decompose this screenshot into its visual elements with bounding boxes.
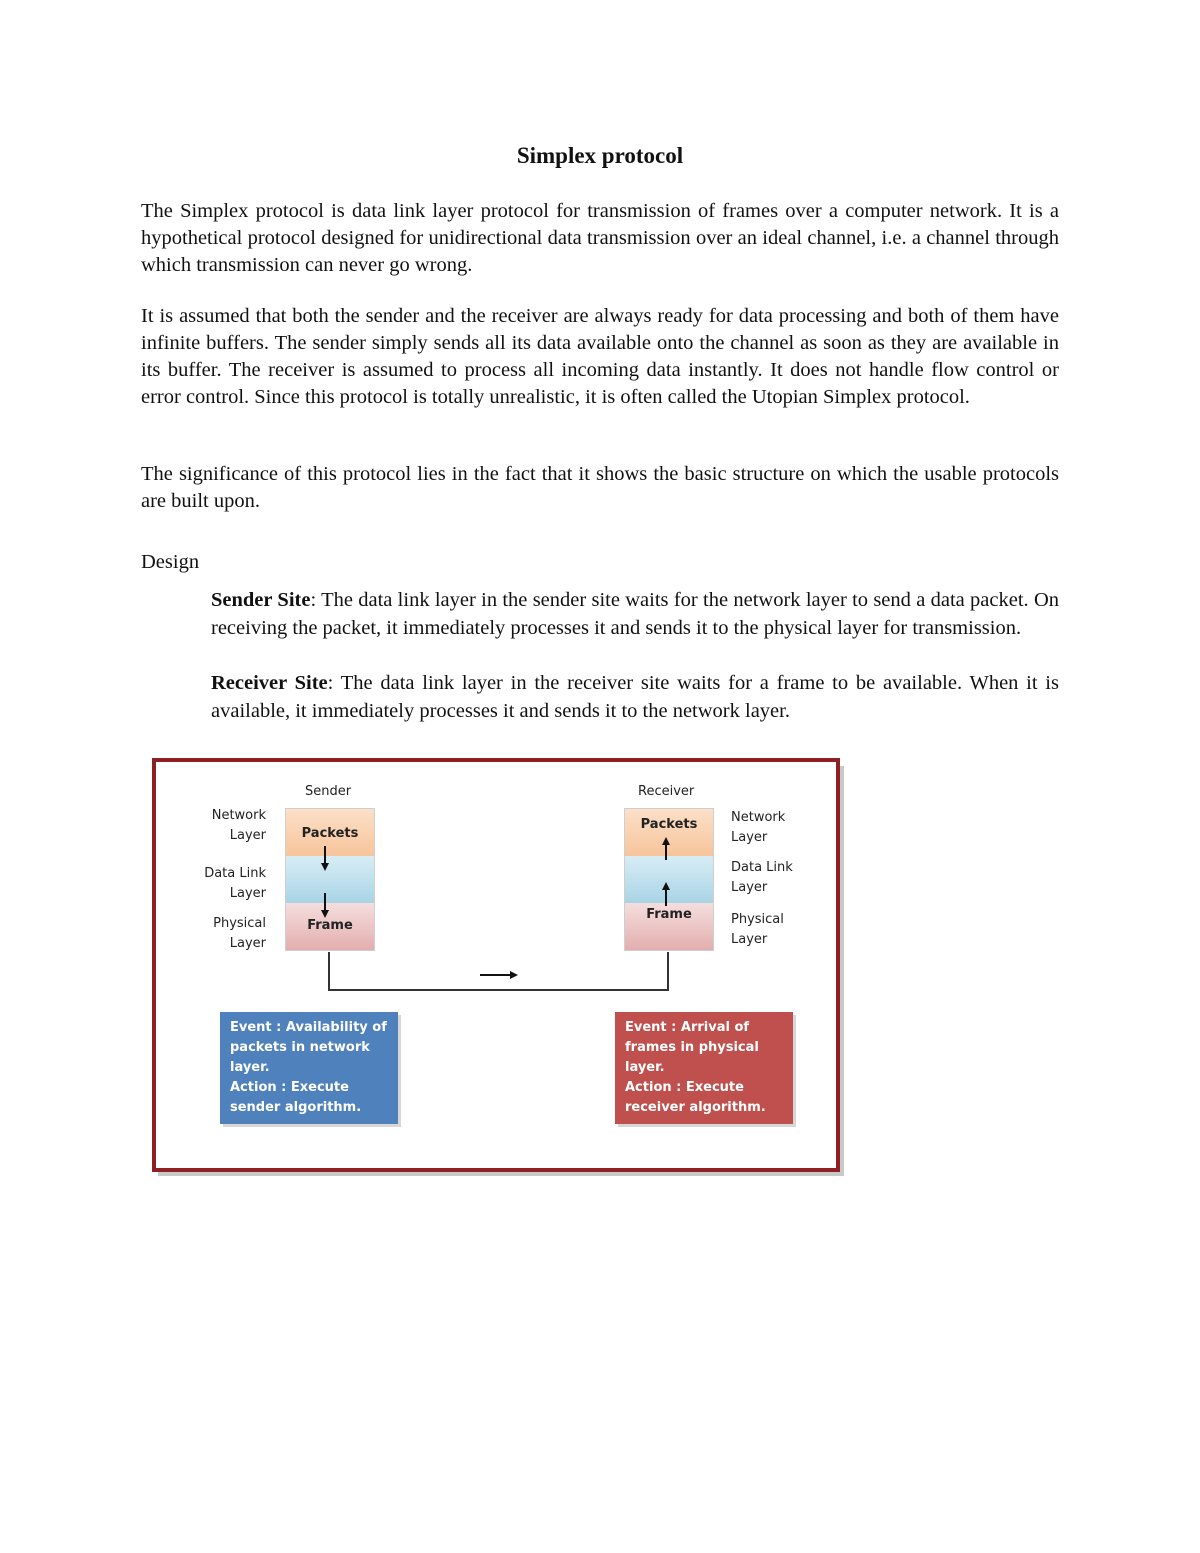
receiver-site-description bbox=[211, 670, 1059, 725]
receiver-datalink-label-line1: Data Link bbox=[731, 860, 793, 875]
paragraph-intro: The Simplex protocol is data link layer protocol for transmission of frames over a computer network. It is a hypothetical protocol designed for unidirectional data transmission over an ideal channel, i.e. a channel through which transmission can never go wrong. bbox=[141, 200, 1059, 276]
receiver-physical-label-line2: Layer bbox=[731, 932, 768, 947]
receiver-event-line1: Event : Arrival of bbox=[625, 1020, 750, 1035]
sender-event-line4: Action : Execute bbox=[230, 1080, 349, 1095]
sender-event-line3: layer. bbox=[230, 1060, 270, 1075]
receiver-event-line2: frames in physical bbox=[625, 1040, 759, 1055]
page-title: Simplex protocol bbox=[516, 143, 684, 168]
sender-network-label-line1: Network bbox=[211, 808, 266, 823]
sender-site-text: : The data link layer in the sender site waits for the network layer to send a data packet. On receiving the packet, it immediately processes it and sends it to the physical layer for transmission. bbox=[211, 589, 1059, 639]
sender-site-description bbox=[211, 587, 1059, 642]
sender-datalink-label-line2: Layer bbox=[229, 886, 266, 901]
sender-physical-label-line1: Physical bbox=[213, 916, 266, 931]
receiver-event-line5: receiver algorithm. bbox=[625, 1100, 766, 1115]
sender-frame-label: Frame bbox=[307, 918, 353, 933]
sender-network-label-line2: Layer bbox=[229, 828, 266, 843]
channel-line bbox=[329, 952, 668, 990]
design-heading: Design bbox=[141, 551, 200, 573]
sender-event-line1: Event : Availability of bbox=[230, 1020, 387, 1035]
receiver-datalink-label-line2: Layer bbox=[731, 880, 768, 895]
sender-event-line5: sender algorithm. bbox=[230, 1100, 362, 1115]
sender-heading: Sender bbox=[305, 784, 352, 799]
receiver-heading: Receiver bbox=[638, 784, 695, 799]
receiver-network-label-line1: Network bbox=[731, 810, 786, 825]
simplex-protocol-diagram bbox=[150, 756, 850, 1184]
receiver-physical-label-line1: Physical bbox=[731, 912, 784, 927]
sender-physical-label-line2: Layer bbox=[229, 936, 266, 951]
receiver-site-label: Receiver Site bbox=[211, 672, 328, 694]
sender-packets-label: Packets bbox=[301, 826, 359, 841]
sender-datalink-label-line1: Data Link bbox=[204, 866, 266, 881]
receiver-packets-label: Packets bbox=[640, 817, 698, 832]
sender-event-box bbox=[220, 1012, 398, 1124]
receiver-network-label-line2: Layer bbox=[731, 830, 768, 845]
receiver-site-text: : The data link layer in the receiver site waits for a frame to be available. When it is available, it immediately processes it and sends it to the network layer. bbox=[211, 672, 1059, 722]
paragraph-significance: The significance of this protocol lies in the fact that it shows the basic structure on which the usable protocols are built upon. bbox=[141, 463, 1059, 512]
receiver-event-line4: Action : Execute bbox=[625, 1080, 744, 1095]
sender-site-label: Sender Site bbox=[211, 589, 311, 611]
paragraph-assumptions: It is assumed that both the sender and the receiver are always ready for data processing and both of them have infinite buffers. The sender simply sends all its data available onto the channel as soon as they are available in its buffer. The receiver is assumed to process all incoming data instantly. It does not handle flow control or error control. Since this protocol is totally unrealistic, it is often called the Utopian Simplex protocol. bbox=[141, 305, 1059, 408]
receiver-frame-label: Frame bbox=[646, 907, 692, 922]
receiver-event-line3: layer. bbox=[625, 1060, 665, 1075]
sender-event-line2: packets in network bbox=[230, 1040, 370, 1055]
receiver-event-box bbox=[615, 1012, 793, 1124]
